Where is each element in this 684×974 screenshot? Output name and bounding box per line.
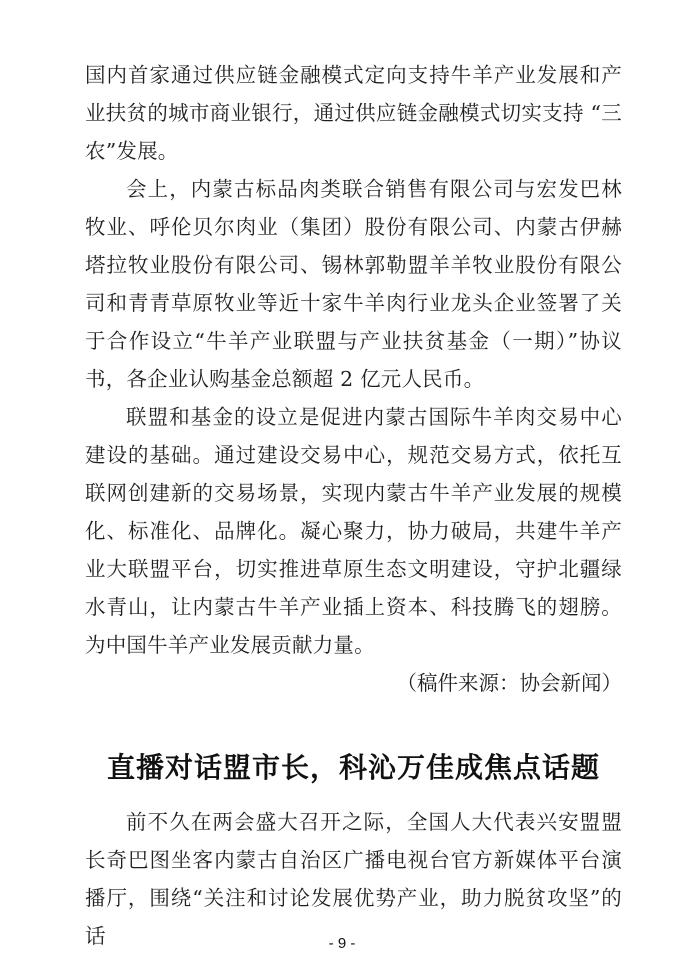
body-paragraph: 国内首家通过供应链金融模式定向支持牛羊产业发展和产业扶贫的城市商业银行，通过供应链金融模式切实支持 “三农”发展。 bbox=[85, 63, 622, 163]
article-paragraph: 前不久在两会盛大召开之际，全国人大代表兴安盟盟长奇巴图坐客内蒙古自治区广播电视台官方新媒体平台演播厅，围绕“关注和讨论发展优势产业，助力脱贫攻坚”的话 bbox=[85, 810, 622, 948]
article-title: 直播对话盟市长，科沁万佳成焦点话题 bbox=[106, 751, 600, 784]
source-note: （稿件来源：协会新闻） bbox=[396, 671, 622, 695]
page-number: - 9 - bbox=[328, 935, 356, 952]
body-paragraph: 会上，内蒙古标品肉类联合销售有限公司与宏发巴林牧业、呼伦贝尔肉业（集团）股份有限公司、内蒙古伊赫塔拉牧业股份有限公司、锡林郭勒盟羊羊牧业股份有限公司和青青草原牧业等近十家牛羊肉行业龙头企业签署了关于合作设立“牛羊产业联盟与产业扶贫基金（一期）”协议书，各企业认购基金总额超 2 亿元人民币。 bbox=[85, 177, 622, 391]
body-paragraph: 联盟和基金的设立是促进内蒙古国际牛羊肉交易中心建设的基础。通过建设交易中心，规范交易方式，依托互联网创建新的交易场景，实现内蒙古牛羊产业发展的规模化、标准化、品牌化。凝心聚力，协力破局，共建牛羊产业大联盟平台，切实推进草原生态文明建设，守护北疆绿水青山，让内蒙古牛羊产业插上资本、科技腾飞的翅膀。为中国牛羊产业发展贡献力量。 bbox=[85, 405, 622, 657]
